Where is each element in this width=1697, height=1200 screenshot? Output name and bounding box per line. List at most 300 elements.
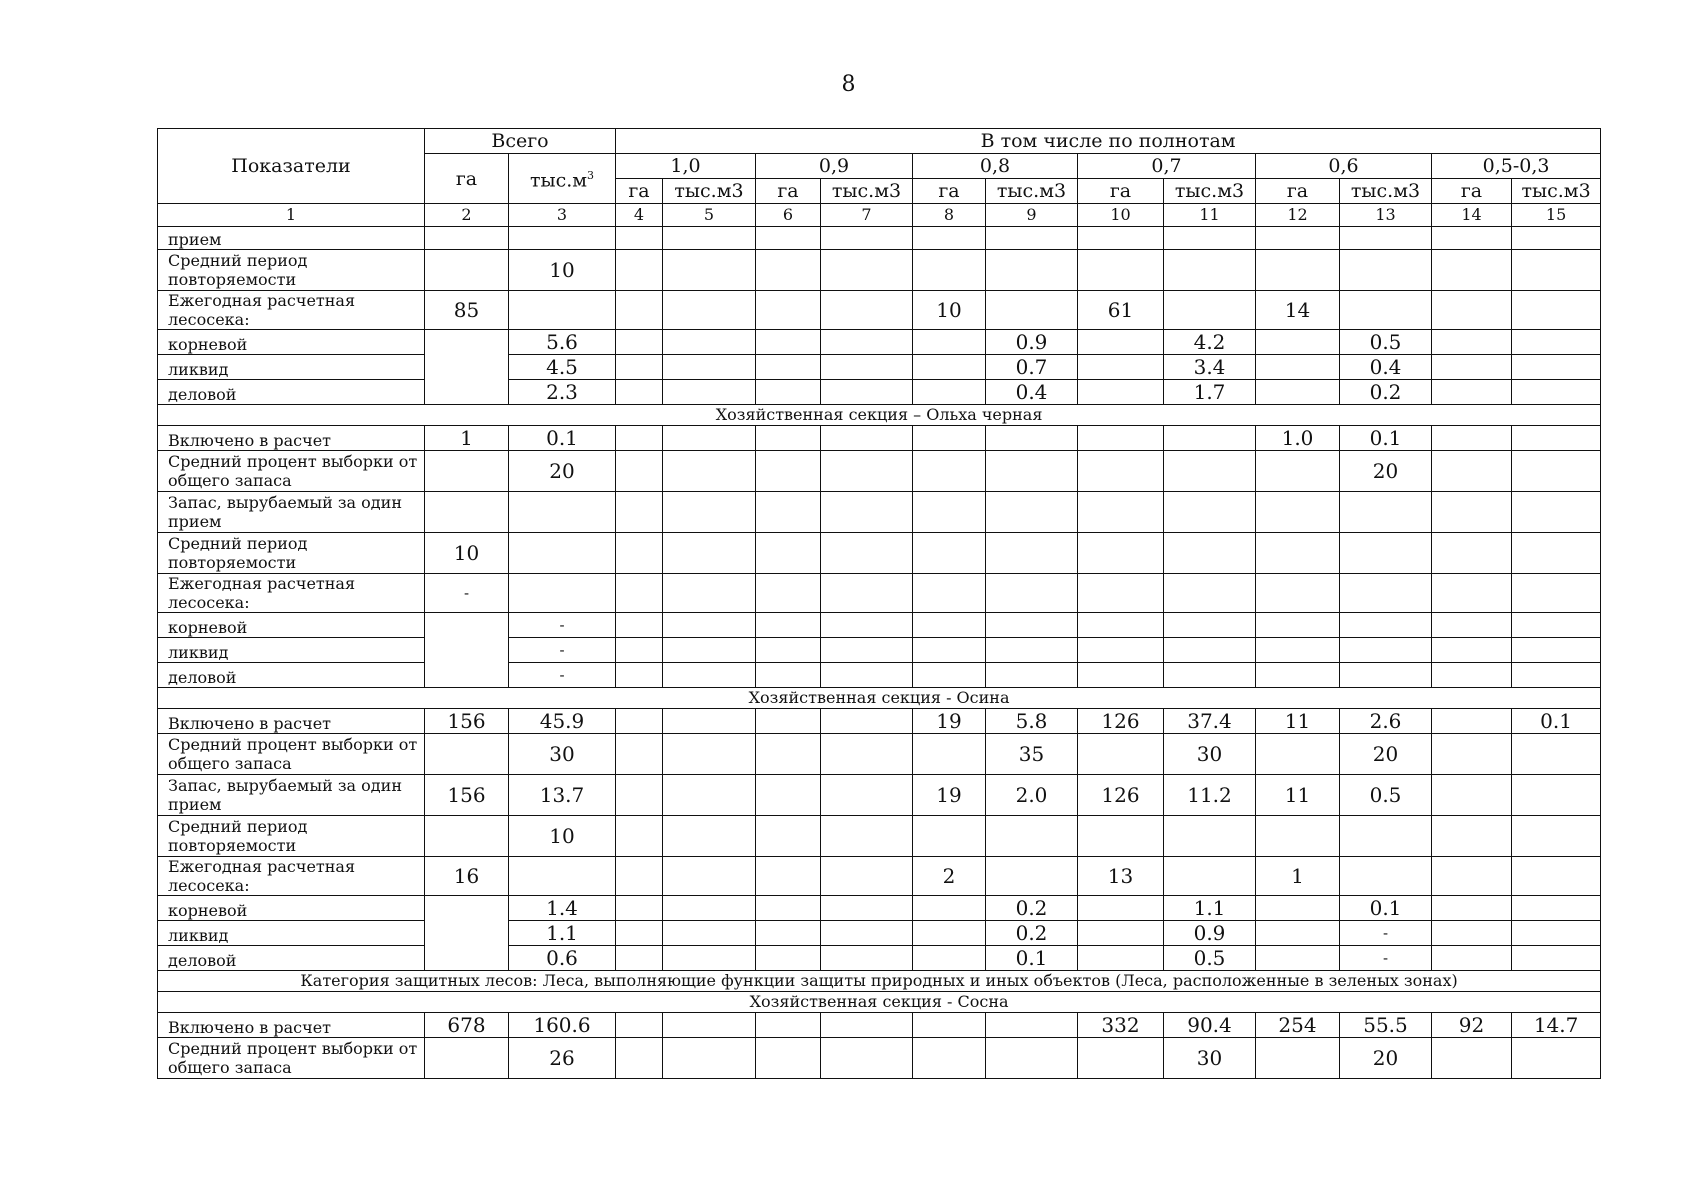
header-total: Всего (425, 129, 616, 154)
table-cell (616, 355, 663, 380)
table-cell (1164, 663, 1256, 688)
table-cell (1078, 734, 1164, 775)
table-cell (509, 533, 616, 574)
table-cell (663, 574, 756, 613)
table-cell (663, 426, 756, 451)
table-cell: 0.2 (1340, 380, 1432, 405)
table-cell (1164, 492, 1256, 533)
table-cell (913, 1038, 986, 1079)
col-number: 10 (1078, 204, 1164, 227)
table-cell: 0.9 (1164, 921, 1256, 946)
row-label: Ежегодная расчетная лесосека: (158, 857, 425, 896)
header-ha: га (1078, 179, 1164, 204)
table-cell (756, 775, 821, 816)
table-body (158, 227, 1601, 1079)
table-cell: 2.6 (1340, 709, 1432, 734)
table-cell (616, 775, 663, 816)
table-cell (509, 574, 616, 613)
table-cell (1078, 451, 1164, 492)
table-cell: 16 (425, 857, 509, 896)
col-number: 9 (986, 204, 1078, 227)
table-cell (821, 1038, 913, 1079)
table-cell (913, 638, 986, 663)
table-row (158, 492, 1601, 533)
table-cell: 30 (1164, 734, 1256, 775)
header-volume: тыс.м3 (1340, 179, 1432, 204)
table-cell: 85 (425, 291, 509, 330)
table-cell (913, 946, 986, 971)
table-cell (913, 896, 986, 921)
header-total-ha: га (425, 154, 509, 204)
table-cell (821, 638, 913, 663)
table-cell (1432, 426, 1512, 451)
table-cell: 5.6 (509, 330, 616, 355)
table-row (158, 574, 1601, 613)
table-row (158, 663, 1601, 688)
table-cell: 0.7 (986, 355, 1078, 380)
table-cell (1432, 775, 1512, 816)
table-cell (1512, 533, 1601, 574)
table-cell (1164, 574, 1256, 613)
row-label: Средний период повторяемости (158, 816, 425, 857)
table-cell (1256, 638, 1340, 663)
col-number: 2 (425, 204, 509, 227)
table-cell (663, 330, 756, 355)
table-cell (1432, 638, 1512, 663)
table-cell (1512, 330, 1601, 355)
table-cell (756, 816, 821, 857)
table-cell (1340, 638, 1432, 663)
table-cell (616, 426, 663, 451)
table-cell (1078, 250, 1164, 291)
table-cell (1256, 663, 1340, 688)
header-volume: тыс.м3 (1512, 179, 1601, 204)
row-label: Средний период повторяемости (158, 250, 425, 291)
col-number: 8 (913, 204, 986, 227)
table-cell (1432, 1038, 1512, 1079)
table-cell (1432, 250, 1512, 291)
table-row (158, 709, 1601, 734)
table-cell: 19 (913, 709, 986, 734)
table-cell: 2.3 (509, 380, 616, 405)
table-row (158, 1038, 1601, 1079)
table-cell (1340, 816, 1432, 857)
table-cell: 4.2 (1164, 330, 1256, 355)
table-cell (616, 492, 663, 533)
table-cell (663, 775, 756, 816)
header-volume: тыс.м3 (821, 179, 913, 204)
table-cell: 1.0 (1256, 426, 1340, 451)
table-cell: 0.2 (986, 921, 1078, 946)
table-cell (616, 638, 663, 663)
table-cell (1512, 227, 1601, 250)
table-cell (1256, 533, 1340, 574)
table-cell (1078, 1038, 1164, 1079)
table-cell (1432, 857, 1512, 896)
table-cell (663, 451, 756, 492)
table-cell: 55.5 (1340, 1013, 1432, 1038)
table-cell (663, 492, 756, 533)
table-cell (1432, 946, 1512, 971)
table-cell (913, 574, 986, 613)
table-cell (1432, 227, 1512, 250)
table-cell (616, 291, 663, 330)
table-cell (756, 734, 821, 775)
table-cell: 1 (425, 426, 509, 451)
table-cell (663, 734, 756, 775)
table-cell (756, 663, 821, 688)
table-cell: 11.2 (1164, 775, 1256, 816)
table-cell (1512, 663, 1601, 688)
table-cell (756, 355, 821, 380)
table-cell (1164, 613, 1256, 638)
table-cell (821, 451, 913, 492)
table-cell (1164, 816, 1256, 857)
table-cell (1078, 816, 1164, 857)
table-cell: 5.8 (986, 709, 1078, 734)
table-cell (1078, 380, 1164, 405)
table-cell (1432, 613, 1512, 638)
section-row (158, 992, 1601, 1013)
table-cell (425, 451, 509, 492)
table-cell (1432, 451, 1512, 492)
table-row (158, 775, 1601, 816)
table-cell (663, 638, 756, 663)
table-cell (913, 451, 986, 492)
header-ha: га (1432, 179, 1512, 204)
table-cell: 20 (1340, 1038, 1432, 1079)
table-cell (1078, 574, 1164, 613)
table-cell (1432, 492, 1512, 533)
header-volume: тыс.м3 (986, 179, 1078, 204)
table-row (158, 291, 1601, 330)
table-cell (663, 380, 756, 405)
table-cell: - (509, 638, 616, 663)
table-cell: 10 (509, 816, 616, 857)
table-cell (1256, 921, 1340, 946)
table-cell (756, 451, 821, 492)
table-cell: 156 (425, 775, 509, 816)
table-cell: 0.5 (1340, 775, 1432, 816)
table-cell: 678 (425, 1013, 509, 1038)
table-cell: 20 (509, 451, 616, 492)
table-cell (913, 330, 986, 355)
table-cell (756, 291, 821, 330)
table-row (158, 638, 1601, 663)
table-cell (821, 709, 913, 734)
table-cell (1512, 896, 1601, 921)
table-cell (821, 921, 913, 946)
table-cell (616, 921, 663, 946)
table-cell (913, 613, 986, 638)
row-label: Ежегодная расчетная лесосека: (158, 291, 425, 330)
table-cell: 11 (1256, 709, 1340, 734)
table-cell: 254 (1256, 1013, 1340, 1038)
table-cell (821, 380, 913, 405)
row-label: ликвид (158, 921, 425, 946)
header-density: 0,7 (1078, 154, 1256, 179)
table-cell (1340, 250, 1432, 291)
row-label: Включено в расчет (158, 709, 425, 734)
table-cell (986, 426, 1078, 451)
header-volume: тыс.м3 (663, 179, 756, 204)
table-cell: 3.4 (1164, 355, 1256, 380)
table-cell (616, 734, 663, 775)
row-label: Включено в расчет (158, 1013, 425, 1038)
table-cell (756, 227, 821, 250)
table-cell (821, 896, 913, 921)
table-cell: 0.1 (1340, 426, 1432, 451)
table-cell: 0.1 (986, 946, 1078, 971)
table-cell (663, 533, 756, 574)
table-cell (1432, 896, 1512, 921)
table-cell: 0.6 (509, 946, 616, 971)
header-volume: тыс.м3 (1164, 179, 1256, 204)
section-row (158, 405, 1601, 426)
header-sup-3: 3 (587, 169, 595, 183)
table-cell: 1.1 (1164, 896, 1256, 921)
table-cell (756, 574, 821, 613)
table-cell: - (425, 574, 509, 613)
row-label: деловой (158, 946, 425, 971)
section-heading: Хозяйственная секция - Сосна (158, 992, 1601, 1013)
table-cell (663, 227, 756, 250)
col-number: 15 (1512, 204, 1601, 227)
header-density: 0,9 (756, 154, 913, 179)
table-cell (986, 533, 1078, 574)
table-cell: - (1340, 921, 1432, 946)
table-cell (986, 250, 1078, 291)
table-cell (821, 775, 913, 816)
col-number: 12 (1256, 204, 1340, 227)
table-cell (616, 533, 663, 574)
table-cell (616, 380, 663, 405)
table-cell (1512, 775, 1601, 816)
table-cell (1512, 492, 1601, 533)
table-row (158, 946, 1601, 971)
table-cell: 0.1 (509, 426, 616, 451)
table-cell (663, 709, 756, 734)
table-cell: 1.7 (1164, 380, 1256, 405)
table-cell (425, 492, 509, 533)
table-cell (1432, 533, 1512, 574)
header-density: 1,0 (616, 154, 756, 179)
table-cell (821, 250, 913, 291)
table-cell (509, 227, 616, 250)
table-cell: - (1340, 946, 1432, 971)
table-cell: 10 (509, 250, 616, 291)
table-cell (1432, 380, 1512, 405)
table-cell (821, 426, 913, 451)
table-cell (1164, 638, 1256, 663)
section-heading: Категория защитных лесов: Леса, выполняющие функции защиты природных и иных объектов (Леса, расположенные в зеленых зонах) (158, 971, 1601, 992)
table-cell: 0.2 (986, 896, 1078, 921)
col-number: 6 (756, 204, 821, 227)
table-cell (1256, 946, 1340, 971)
merged-cell (425, 613, 509, 688)
table-cell (986, 574, 1078, 613)
table-cell (1256, 355, 1340, 380)
table-cell (756, 921, 821, 946)
table-cell (1340, 291, 1432, 330)
table-row (158, 816, 1601, 857)
table-row (158, 355, 1601, 380)
header-ha: га (616, 179, 663, 204)
table-cell (913, 492, 986, 533)
table-cell (663, 663, 756, 688)
table-row (158, 734, 1601, 775)
table-cell: 26 (509, 1038, 616, 1079)
table-cell (663, 613, 756, 638)
header-total-volume-text: тыс.м (529, 169, 588, 192)
table-cell (1256, 330, 1340, 355)
table-cell (756, 492, 821, 533)
row-label: ликвид (158, 355, 425, 380)
table-cell: 45.9 (509, 709, 616, 734)
table-cell: 0.4 (1340, 355, 1432, 380)
table-cell: 37.4 (1164, 709, 1256, 734)
table-cell (821, 355, 913, 380)
table-cell (986, 857, 1078, 896)
table-cell (821, 734, 913, 775)
table-cell (1078, 663, 1164, 688)
table-cell (1256, 734, 1340, 775)
table-cell (1256, 451, 1340, 492)
table-cell: 0.4 (986, 380, 1078, 405)
table-cell (663, 1013, 756, 1038)
table-cell (1078, 533, 1164, 574)
table-cell: 13.7 (509, 775, 616, 816)
col-number: 13 (1340, 204, 1432, 227)
table-cell (986, 291, 1078, 330)
table-cell (663, 355, 756, 380)
table-cell (986, 1038, 1078, 1079)
table-cell (616, 1038, 663, 1079)
table-cell (1340, 574, 1432, 613)
table-cell (913, 663, 986, 688)
row-label: прием (158, 227, 425, 250)
table-cell (509, 492, 616, 533)
table-cell: 20 (1340, 734, 1432, 775)
table-cell (663, 857, 756, 896)
table-cell (1078, 896, 1164, 921)
table-cell: 2 (913, 857, 986, 896)
table-cell (821, 227, 913, 250)
row-label: Включено в расчет (158, 426, 425, 451)
table-cell (986, 1013, 1078, 1038)
table-cell: 1.4 (509, 896, 616, 921)
table-cell (425, 227, 509, 250)
col-number: 7 (821, 204, 913, 227)
table-cell (1340, 492, 1432, 533)
table-cell (913, 355, 986, 380)
table-cell (821, 533, 913, 574)
table-cell (1256, 492, 1340, 533)
table-cell (756, 380, 821, 405)
table-cell: 126 (1078, 775, 1164, 816)
row-label: корневой (158, 613, 425, 638)
table-cell: - (509, 663, 616, 688)
row-label: Ежегодная расчетная лесосека: (158, 574, 425, 613)
table-cell (1164, 250, 1256, 291)
table-cell (1078, 921, 1164, 946)
page-number: 8 (841, 72, 856, 97)
table-cell (1078, 355, 1164, 380)
table-cell: 0.5 (1164, 946, 1256, 971)
table-cell (616, 709, 663, 734)
table-cell: 4.5 (509, 355, 616, 380)
section-row (158, 971, 1601, 992)
table-cell (1512, 816, 1601, 857)
table-cell (1432, 816, 1512, 857)
table-cell (821, 663, 913, 688)
table-cell (1512, 574, 1601, 613)
table-cell (1512, 857, 1601, 896)
table-cell (756, 426, 821, 451)
table-cell (663, 1038, 756, 1079)
header-ha: га (913, 179, 986, 204)
table-cell: 14.7 (1512, 1013, 1601, 1038)
table-cell: 0.5 (1340, 330, 1432, 355)
table-row (158, 857, 1601, 896)
row-label: Запас, вырубаемый за один прием (158, 775, 425, 816)
table-cell (663, 816, 756, 857)
table-cell (1256, 613, 1340, 638)
table-cell (1512, 1038, 1601, 1079)
table-cell (1256, 250, 1340, 291)
table-cell: 11 (1256, 775, 1340, 816)
row-label: Запас, вырубаемый за один прием (158, 492, 425, 533)
table-cell (986, 492, 1078, 533)
table-cell (616, 330, 663, 355)
table-cell: 126 (1078, 709, 1164, 734)
table-cell (1256, 1038, 1340, 1079)
table-cell (1512, 734, 1601, 775)
table-cell: 1 (1256, 857, 1340, 896)
table-cell (913, 533, 986, 574)
table-cell (663, 250, 756, 291)
table-cell (1432, 663, 1512, 688)
table-cell (425, 250, 509, 291)
table-cell (756, 330, 821, 355)
table-cell: 10 (913, 291, 986, 330)
col-number: 1 (158, 204, 425, 227)
table-cell (616, 857, 663, 896)
table-cell (663, 291, 756, 330)
table-cell (1078, 492, 1164, 533)
header-by-density: В том числе по полнотам (616, 129, 1601, 154)
table-cell (986, 663, 1078, 688)
table-cell (1512, 250, 1601, 291)
section-heading: Хозяйственная секция – Ольха черная (158, 405, 1601, 426)
table-cell (509, 857, 616, 896)
table-cell (1164, 533, 1256, 574)
table-cell (913, 250, 986, 291)
table-cell (821, 946, 913, 971)
table-cell (821, 1013, 913, 1038)
section-heading: Хозяйственная секция - Осина (158, 688, 1601, 709)
table-row (158, 1013, 1601, 1038)
table-cell (1078, 638, 1164, 663)
table-cell (663, 896, 756, 921)
table-cell (913, 816, 986, 857)
table-cell (913, 734, 986, 775)
table-cell (1256, 816, 1340, 857)
table-cell (756, 533, 821, 574)
table-cell: 20 (1340, 451, 1432, 492)
table-cell (1164, 426, 1256, 451)
table-cell (616, 227, 663, 250)
